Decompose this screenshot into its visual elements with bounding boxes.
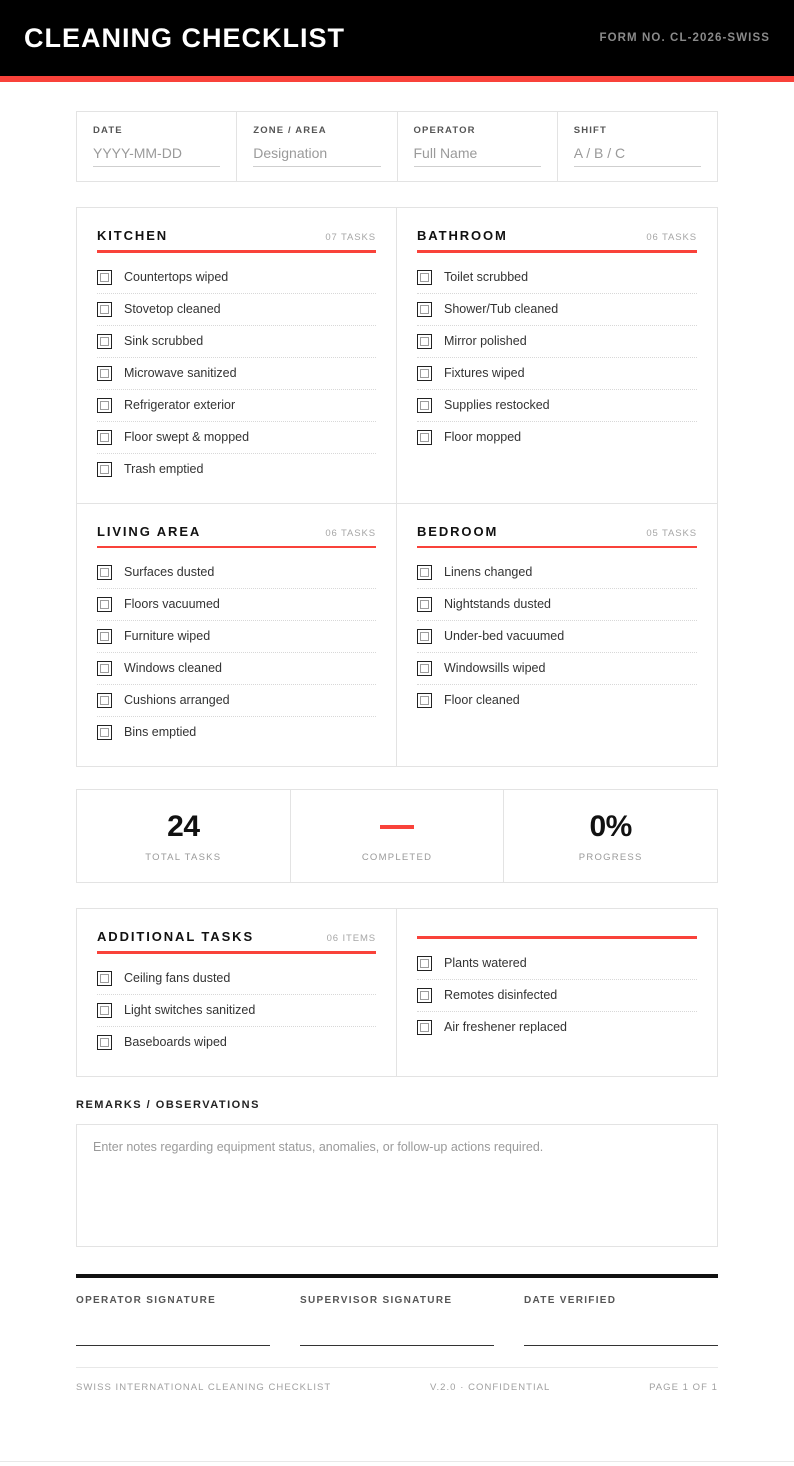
section-count: 06 TASKS: [325, 527, 376, 539]
task-label: Light switches sanitized: [124, 1002, 256, 1017]
task-row[interactable]: [417, 358, 697, 390]
operator-input[interactable]: Full Name: [414, 145, 541, 167]
task-row[interactable]: [417, 1012, 697, 1043]
section-header: [417, 228, 697, 250]
task-row[interactable]: [97, 1027, 376, 1058]
additional-left-column: [77, 909, 397, 1076]
checkbox-icon[interactable]: [417, 1020, 432, 1035]
section-count: 06 TASKS: [646, 232, 697, 243]
task-label: Cushions arranged: [124, 693, 230, 707]
task-row[interactable]: [97, 326, 376, 358]
stat-total-tasks: [77, 790, 291, 882]
task-label: Fixtures wiped: [444, 365, 525, 380]
task-label: Countertops wiped: [124, 269, 229, 284]
checkbox-icon[interactable]: [417, 629, 432, 644]
section-header: [97, 929, 376, 951]
task-row[interactable]: [97, 294, 376, 326]
checkbox-icon[interactable]: [97, 302, 112, 317]
checkbox-icon[interactable]: [417, 366, 432, 381]
footer-page-number: PAGE 1 OF 1: [649, 1381, 718, 1393]
stat-value: 0%: [589, 809, 632, 843]
section-header: [97, 524, 376, 546]
checkbox-icon[interactable]: [97, 1003, 112, 1018]
checkbox-icon[interactable]: [417, 270, 432, 285]
meta-label: DATE: [93, 125, 123, 136]
task-row[interactable]: [417, 589, 697, 621]
signature-label: OPERATOR SIGNATURE: [76, 1294, 217, 1306]
stat-value: 24: [167, 809, 200, 843]
task-row[interactable]: [97, 454, 376, 485]
task-row[interactable]: [97, 358, 376, 390]
checkbox-icon[interactable]: [97, 334, 112, 349]
task-row[interactable]: [417, 390, 697, 422]
page-title: CLEANING CHECKLIST: [24, 22, 345, 53]
signature-supervisor: [300, 1295, 524, 1346]
task-label: Stovetop cleaned: [124, 301, 221, 316]
checkbox-icon[interactable]: [417, 565, 432, 580]
checkbox-icon[interactable]: [97, 693, 112, 708]
task-row[interactable]: [417, 980, 697, 1012]
task-row[interactable]: [97, 422, 376, 454]
signature-line[interactable]: [76, 1345, 270, 1346]
stat-label: TOTAL TASKS: [145, 852, 222, 863]
task-row[interactable]: [97, 963, 376, 995]
signature-line[interactable]: [300, 1345, 494, 1346]
task-label: Sink scrubbed: [124, 333, 204, 348]
task-label: Floor cleaned: [444, 693, 520, 707]
task-label: Under-bed vacuumed: [444, 629, 565, 643]
checkbox-icon[interactable]: [417, 430, 432, 445]
meta-field-shift[interactable]: [558, 112, 717, 181]
checkbox-icon[interactable]: [97, 366, 112, 381]
task-row[interactable]: [417, 653, 697, 685]
section-bathroom: [397, 208, 717, 504]
checkbox-icon[interactable]: [97, 430, 112, 445]
date-input[interactable]: YYYY-MM-DD: [93, 145, 220, 167]
checkbox-icon[interactable]: [97, 661, 112, 676]
task-label: Mirror polished: [444, 333, 527, 348]
signature-row: [76, 1295, 718, 1346]
checkbox-icon[interactable]: [97, 725, 112, 740]
stat-progress: [504, 790, 717, 882]
task-label: Floor mopped: [444, 429, 522, 444]
checkbox-icon[interactable]: [97, 1035, 112, 1050]
task-row[interactable]: [417, 422, 697, 453]
remarks-section: [0, 1077, 794, 1247]
task-label: Ceiling fans dusted: [124, 970, 231, 985]
task-row[interactable]: [97, 589, 376, 621]
task-row[interactable]: [97, 653, 376, 685]
checkbox-icon[interactable]: [97, 629, 112, 644]
checkbox-icon[interactable]: [417, 597, 432, 612]
task-label: Furniture wiped: [124, 629, 211, 643]
page-bottom-rule: [0, 1461, 794, 1462]
section-count: 05 TASKS: [646, 527, 697, 539]
task-label: Supplies restocked: [444, 397, 550, 412]
task-row[interactable]: [417, 262, 697, 294]
section-rule: [97, 250, 376, 253]
zone-input[interactable]: Designation: [253, 145, 380, 167]
checkbox-icon[interactable]: [417, 398, 432, 413]
section-rule: [417, 250, 697, 253]
footer-left-text: SWISS INTERNATIONAL CLEANING CHECKLIST: [76, 1381, 332, 1393]
task-row[interactable]: [97, 262, 376, 294]
dash-icon: [380, 825, 414, 829]
task-row[interactable]: [97, 557, 376, 589]
meta-field-zone[interactable]: [237, 112, 397, 181]
stat-label: COMPLETED: [361, 852, 433, 863]
additional-grid: [76, 908, 718, 1077]
task-label: Floors vacuumed: [124, 597, 220, 611]
task-label: Microwave sanitized: [124, 365, 237, 380]
task-row[interactable]: [417, 948, 697, 980]
section-title: KITCHEN: [97, 228, 169, 243]
checkbox-icon[interactable]: [417, 956, 432, 971]
task-label: Bins emptied: [124, 725, 197, 739]
signature-operator: [76, 1295, 300, 1346]
footer-row: [76, 1368, 718, 1393]
additional-right-column: [397, 909, 717, 1076]
checkbox-icon[interactable]: [97, 597, 112, 612]
task-label: Surfaces dusted: [124, 565, 215, 579]
page-footer: [0, 1346, 794, 1393]
section-bedroom: [397, 504, 717, 767]
task-row[interactable]: [97, 717, 376, 748]
signature-line[interactable]: [524, 1345, 718, 1346]
section-living-area: [77, 504, 397, 767]
task-label: Plants watered: [444, 955, 527, 970]
task-label: Remotes disinfected: [444, 987, 558, 1002]
section-rule: [97, 951, 376, 954]
meta-field-date[interactable]: [77, 112, 237, 181]
checkbox-icon[interactable]: [417, 334, 432, 349]
task-label: Baseboards wiped: [124, 1034, 227, 1049]
section-title: LIVING AREA: [97, 523, 202, 539]
summary-stats: [0, 767, 794, 883]
checkbox-icon[interactable]: [97, 398, 112, 413]
checkbox-icon[interactable]: [417, 661, 432, 676]
shift-input[interactable]: A / B / C: [574, 145, 701, 167]
task-label: Nightstands dusted: [444, 597, 552, 611]
section-count: 07 TASKS: [325, 232, 376, 243]
checkbox-icon[interactable]: [417, 988, 432, 1003]
meta-field-operator[interactable]: [398, 112, 558, 181]
section-title: BEDROOM: [417, 523, 499, 539]
stats-row: [76, 789, 718, 883]
section-title: ADDITIONAL TASKS: [97, 929, 255, 944]
section-header: [417, 524, 697, 546]
section-kitchen: [77, 208, 397, 504]
meta-section: [0, 82, 794, 182]
additional-tasks-section: [0, 883, 794, 1077]
task-row[interactable]: [97, 390, 376, 422]
task-label: Windows cleaned: [124, 661, 222, 675]
meta-label: OPERATOR: [413, 125, 476, 136]
section-header: [97, 228, 376, 250]
remarks-label: REMARKS / OBSERVATIONS: [76, 1098, 260, 1111]
task-row[interactable]: [417, 557, 697, 589]
stat-completed: [291, 790, 505, 882]
task-row[interactable]: [417, 621, 697, 653]
checkbox-icon[interactable]: [97, 971, 112, 986]
signature-divider: [76, 1274, 718, 1278]
task-row[interactable]: [97, 685, 376, 717]
checklist-sections: [0, 182, 794, 767]
task-label: Floor swept & mopped: [124, 429, 250, 444]
checkbox-icon[interactable]: [97, 565, 112, 580]
section-grid: [76, 207, 718, 767]
signature-label: DATE VERIFIED: [524, 1294, 617, 1306]
section-rule: [97, 546, 376, 549]
task-label: Refrigerator exterior: [124, 397, 236, 412]
task-label: Linens changed: [444, 565, 533, 579]
stat-label: PROGRESS: [578, 852, 643, 863]
meta-label: SHIFT: [573, 125, 607, 136]
stat-value-dash: [301, 810, 494, 843]
task-row[interactable]: [417, 685, 697, 716]
section-title: BATHROOM: [417, 228, 508, 243]
signature-label: SUPERVISOR SIGNATURE: [300, 1294, 453, 1306]
signature-date-verified: [524, 1295, 718, 1346]
footer-center-text: V.2.0 · CONFIDENTIAL: [429, 1381, 551, 1393]
checkbox-icon[interactable]: [97, 462, 112, 477]
meta-field-row: [76, 111, 718, 182]
task-row[interactable]: [417, 294, 697, 326]
checkbox-icon[interactable]: [417, 693, 432, 708]
task-row[interactable]: [97, 621, 376, 653]
task-label: Trash emptied: [124, 461, 204, 476]
checkbox-icon[interactable]: [97, 270, 112, 285]
task-label: Toilet scrubbed: [444, 269, 529, 284]
signature-section: [0, 1247, 794, 1346]
page-header: [0, 0, 794, 76]
remarks-placeholder: Enter notes regarding equipment status, anomalies, or follow-up actions required.: [93, 1139, 544, 1154]
form-number: FORM NO. CL-2026-SWISS: [599, 32, 770, 44]
checkbox-icon[interactable]: [417, 302, 432, 317]
task-label: Windowsills wiped: [444, 661, 546, 675]
meta-label: ZONE / AREA: [253, 125, 327, 136]
section-rule: [417, 936, 697, 939]
task-label: Shower/Tub cleaned: [444, 301, 559, 316]
section-rule: [417, 546, 697, 549]
section-count: 06 ITEMS: [326, 933, 376, 944]
remarks-textarea[interactable]: [76, 1124, 718, 1247]
task-label: Air freshener replaced: [444, 1019, 567, 1034]
task-row[interactable]: [417, 326, 697, 358]
task-row[interactable]: [97, 995, 376, 1027]
